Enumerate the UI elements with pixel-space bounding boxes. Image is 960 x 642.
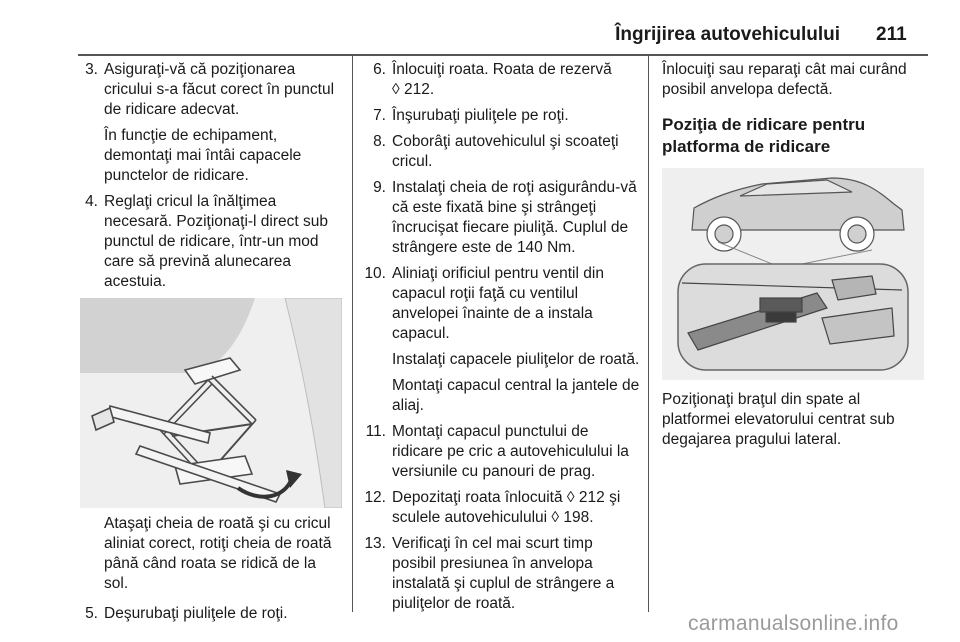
column-divider-1 <box>352 56 353 612</box>
lift-illustration <box>662 168 924 380</box>
page-number: 211 <box>876 24 907 45</box>
step-number: 4. <box>85 193 98 210</box>
step-text: Verificaţi în cel mai scurt timp posibil presiunea în anvelopa instalată şi cuplul de strângere a piuliţelor de roată. <box>392 535 615 612</box>
step-number: 10. <box>364 265 386 282</box>
page-ref[interactable]: 198. <box>563 509 594 526</box>
step-number: 7. <box>373 107 386 124</box>
step-4 <box>80 192 342 292</box>
page-ref[interactable]: 212. <box>403 81 435 98</box>
page-ref[interactable]: 212 şi sculele autovehiculului <box>392 489 621 526</box>
step-10-note-1: Instalaţi capacele piuliţelor de roată. <box>392 351 640 368</box>
step-text: Asiguraţi-vă că poziţionarea cricului s-a făcut corect în punctul de ridicare adecvat. <box>104 61 335 118</box>
jack-illustration <box>80 298 342 508</box>
step-text: Deşurubaţi piuliţele de roţi. <box>104 605 288 622</box>
step-10-note-2: Montaţi capacul central la jantele de aliaj. <box>392 377 640 414</box>
lift-svg <box>662 168 924 380</box>
step-12 <box>362 488 640 528</box>
step-10 <box>362 264 640 344</box>
step-3 <box>80 60 342 120</box>
jack-svg <box>80 298 342 508</box>
step-7 <box>362 106 640 126</box>
step-6 <box>362 60 640 100</box>
page-ref-arrow-icon: ◊ <box>566 489 575 506</box>
step-13 <box>362 534 640 614</box>
step-text: Reglaţi cricul la înălţimea necesară. Poziţionaţi-l direct sub punctul de ridicare, într-un mod care să prevină alunecarea acestuia. <box>104 193 329 290</box>
step-number: 13. <box>364 535 386 552</box>
step-number: 12. <box>364 489 386 506</box>
step-number: 11. <box>365 423 386 440</box>
step-number: 9. <box>373 179 386 196</box>
intro-paragraph: Înlocuiţi sau reparaţi cât mai curând posibil anvelopa defectă. <box>662 61 907 98</box>
column-1 <box>80 60 342 630</box>
step-number: 5. <box>85 605 98 622</box>
step-text: Instalaţi cheia de roţi asigurându-vă că este fixată bine şi strângeţi încrucişat fiecare piuliţă. Cuplul de strângere este de 140 Nm. <box>392 179 637 256</box>
page-ref-arrow-icon: ◊ <box>551 509 560 526</box>
figure-caption: Poziţionaţi braţul din spate al platformei elevatorului centrat sub degajarea pragului lateral. <box>662 391 895 448</box>
page-header-title: Îngrijirea autovehiculului <box>615 24 840 45</box>
step-3-note: În funcţie de echipament, demontaţi mai întâi capacele punctelor de ridicare. <box>104 127 302 184</box>
watermark: carmanualsonline.info <box>688 612 899 635</box>
page-ref-arrow-icon: ◊ <box>392 81 400 98</box>
section-heading: Poziţia de ridicare pentru platforma de ridicare <box>662 115 866 156</box>
step-8 <box>362 132 640 172</box>
step-text: Înlocuiţi roata. Roata de rezervă <box>392 61 612 78</box>
step-9 <box>362 178 640 258</box>
step-11 <box>362 422 640 482</box>
step-text: Depozitaţi roata înlocuită <box>392 489 563 506</box>
column-2 <box>362 60 640 620</box>
step-number: 3. <box>85 61 98 78</box>
step-5 <box>80 604 342 624</box>
header-rule <box>78 54 928 56</box>
step-text: Coborâţi autovehiculul şi scoateţi cricul. <box>392 133 619 170</box>
column-divider-2 <box>648 56 649 612</box>
step-text: Înşurubaţi piuliţele pe roţi. <box>392 107 569 124</box>
figure-caption: Ataşaţi cheia de roată şi cu cricul aliniat corect, rotiţi cheia de roată până când roata se ridică de la sol. <box>104 515 332 592</box>
step-number: 8. <box>373 133 386 150</box>
step-text: Montaţi capacul punctului de ridicare pe cric a autovehiculului la versiunile cu panouri de prag. <box>392 423 629 480</box>
step-number: 6. <box>373 61 386 78</box>
column-3 <box>662 60 928 456</box>
step-text: Aliniaţi orificiul pentru ventil din capacul roţii faţă cu ventilul anvelopei înainte de a instala capacul. <box>392 265 604 342</box>
